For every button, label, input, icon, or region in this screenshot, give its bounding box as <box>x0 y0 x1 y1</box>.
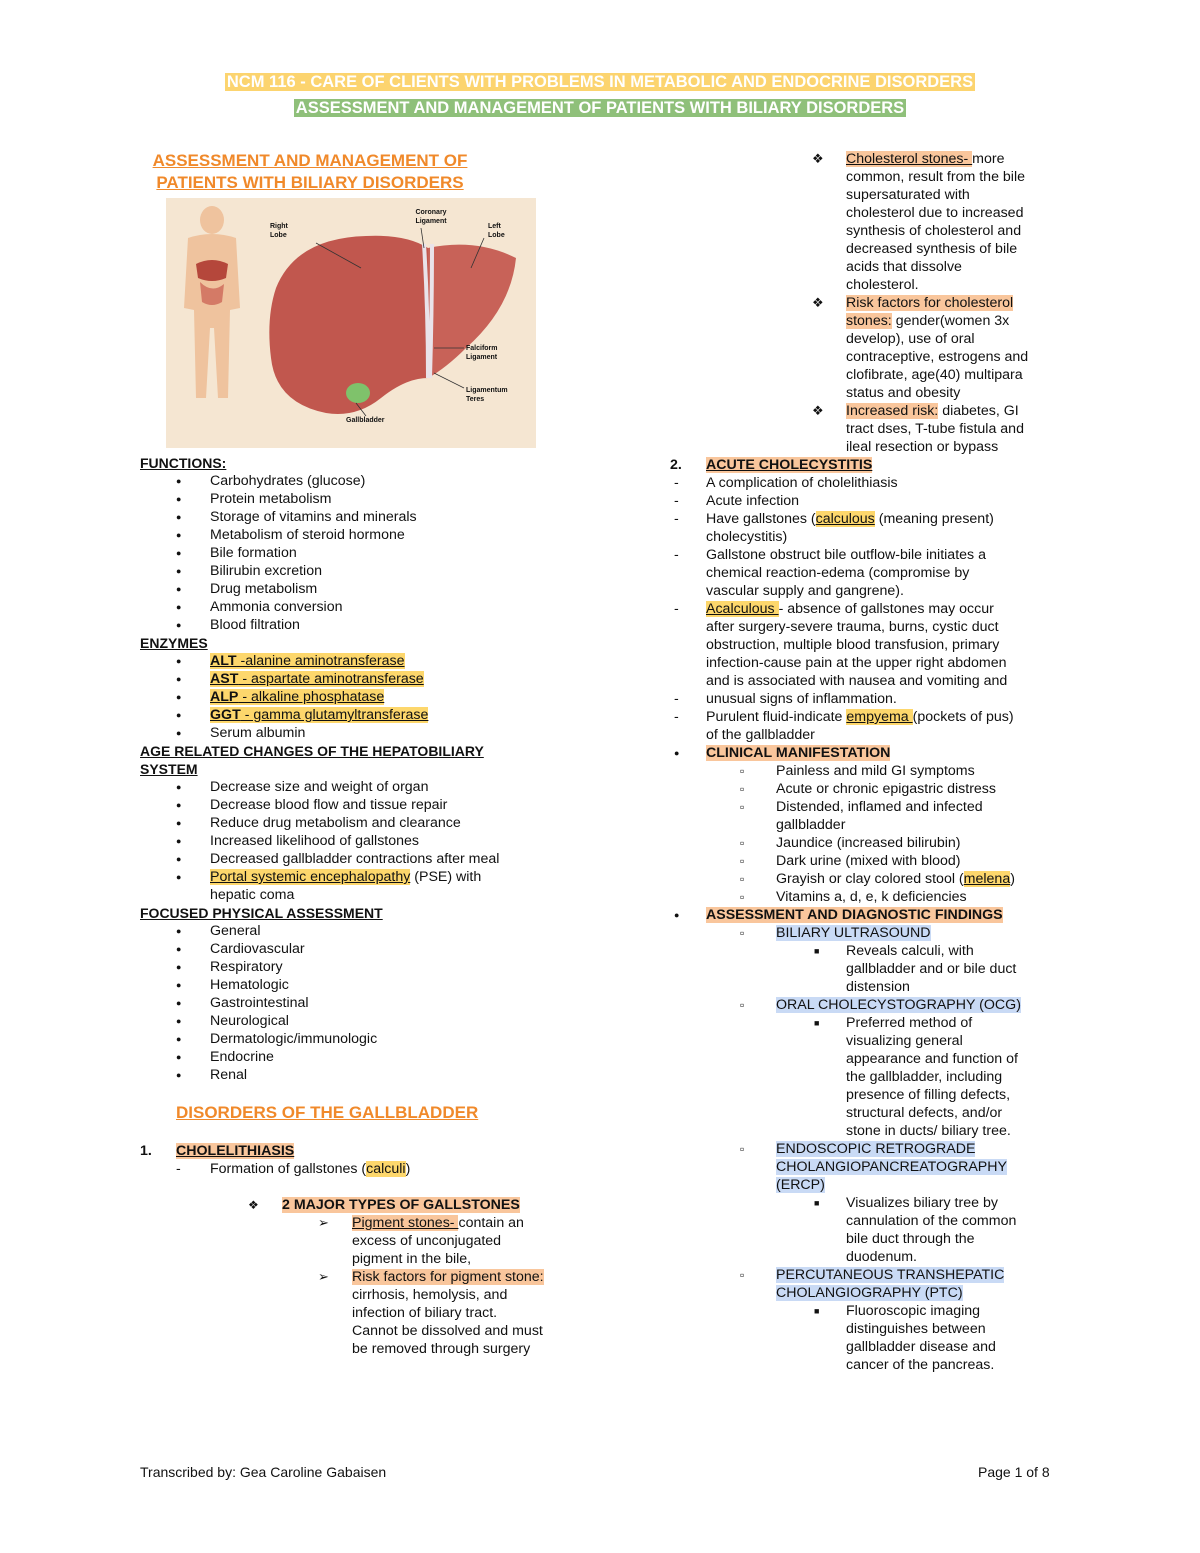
list-item: ● Endocrine <box>140 1048 570 1066</box>
list-item: ● Gastrointestinal <box>140 994 570 1012</box>
left-column <box>140 150 570 1358</box>
list-item: ● Hematologic <box>140 976 570 994</box>
assessment-heading: ● ASSESSMENT AND DIAGNOSTIC FINDINGS <box>670 906 1060 924</box>
label-gallbladder: Gallbladder <box>346 417 385 424</box>
label-right-lobe: Right Lobe <box>270 223 288 239</box>
list-item: ● General <box>140 922 570 940</box>
list-item: ● Reduce drug metabolism and clearance <box>140 814 570 832</box>
list-item: ● Decreased gallbladder contractions after meal <box>140 850 570 868</box>
gallstone-types-list <box>140 1214 570 1358</box>
list-item: ● Dermatologic/immunologic <box>140 1030 570 1048</box>
list-item: ● Drug metabolism <box>140 580 570 598</box>
right-column <box>670 150 1060 1374</box>
list-item: - unusual signs of inflammation. <box>670 690 1060 708</box>
list-item: ● ALP - alkaline phosphatase <box>140 688 570 706</box>
label-left-lobe: Left Lobe <box>488 223 505 239</box>
age-changes-list <box>140 778 570 904</box>
course-title: NCM 116 - CARE OF CLIENTS WITH PROBLEMS IN METABOLIC AND ENDOCRINE DISORDERS <box>226 73 974 91</box>
list-item: - Acute infection <box>670 492 1060 510</box>
list-item: ● Serum albumin <box>140 724 570 742</box>
list-item: ● Neurological <box>140 1012 570 1030</box>
functions-list <box>140 472 570 634</box>
label-coronary: Coronary Ligament <box>415 209 447 225</box>
ptc-detail: ■ Fluoroscopic imaging distinguishes between gallbladder disease and cancer of the pancreas. <box>670 1302 1060 1374</box>
list-item: ● Ammonia conversion <box>140 598 570 616</box>
list-item: ❖ Cholesterol stones- more common, result from the bile supersaturated with cholesterol due to increased synthesis of cholesterol and decreased synthesis of bile acids that dissolve cholesterol. <box>670 150 1060 294</box>
list-item: ● Protein metabolism <box>140 490 570 508</box>
functions-heading: FUNCTIONS: <box>140 455 227 471</box>
list-item: ● AST - aspartate aminotransferase <box>140 670 570 688</box>
list-item: ● GGT - gamma glutamyltransferase <box>140 706 570 724</box>
gallstone-types-heading: ❖ 2 MAJOR TYPES OF GALLSTONES <box>248 1197 520 1213</box>
list-item: ● Bilirubin excretion <box>140 562 570 580</box>
list-item: - Gallstone obstruct bile outflow-bile initiates a chemical reaction-edema (compromise by vascular supply and gangrene). <box>670 546 1060 600</box>
list-item: ● ALT -alanine aminotransferase <box>140 652 570 670</box>
list-item: ▫ Acute or chronic epigastric distress <box>670 780 1060 798</box>
ocg-heading: ▫ ORAL CHOLECYSTOGRAPHY (OCG) <box>670 996 1060 1014</box>
cholelithiasis-heading: 1. CHOLELITHIASIS <box>140 1143 295 1159</box>
list-item: ● Decrease size and weight of organ <box>140 778 570 796</box>
list-item: - A complication of cholelithiasis <box>670 474 1060 492</box>
list-item: ● Increased likelihood of gallstones <box>140 832 570 850</box>
list-item: ● Bile formation <box>140 544 570 562</box>
clinical-heading: ● CLINICAL MANIFESTATION <box>670 744 1060 762</box>
list-item: ▫ Distended, inflamed and infected gallbladder <box>670 798 1060 834</box>
list-item: ● Storage of vitamins and minerals <box>140 508 570 526</box>
list-item: - Purulent fluid-indicate empyema (pockets of pus) of the gallbladder <box>670 708 1060 744</box>
list-item: - Acalculous - absence of gallstones may occur after surgery-severe trauma, burns, cystic duct obstruction, multiple blood transfusion, primary infection-cause pain at the upper right abdomen and is associated with nausea and vomiting and <box>670 600 1060 690</box>
label-falciform: Falciform Ligament <box>466 345 498 361</box>
acute-cholecystitis-list <box>670 474 1060 744</box>
list-item: ❖ Risk factors for cholesterol stones: gender(women 3x develop), use of oral contraceptive, estrogens and clofibrate, age(40) multipara status and obesity <box>670 294 1060 402</box>
enzymes-heading: ENZYMES <box>140 635 208 651</box>
cholelithiasis-list <box>140 1160 570 1178</box>
ercp-detail: ■ Visualizes biliary tree by cannulation of the common bile duct through the duodenum. <box>670 1194 1060 1266</box>
footer-transcriber: Transcribed by: Gea Caroline Gabaisen <box>140 1464 387 1480</box>
list-item: ● Blood filtration <box>140 616 570 634</box>
list-item: ➢ Pigment stones- contain an excess of unconjugated pigment in the bile, <box>140 1214 570 1268</box>
list-item: ● Respiratory <box>140 958 570 976</box>
list-item: ▫ Vitamins a, d, e, k deficiencies <box>670 888 1060 906</box>
list-item: ❖ Increased risk: diabetes, GI tract dses, T-tube fistula and ileal resection or bypass <box>670 402 1060 456</box>
ultrasound-heading: ▫ BILIARY ULTRASOUND <box>670 924 1060 942</box>
list-item: ● Decrease blood flow and tissue repair <box>140 796 570 814</box>
list-item: ● Portal systemic encephalopathy (PSE) with hepatic coma <box>140 868 570 904</box>
list-item: ➢ Risk factors for pigment stone: cirrhosis, hemolysis, and infection of biliary tract. Cannot be dissolved and must be removed through surgery <box>140 1268 570 1358</box>
list-item: ▫ Painless and mild GI symptoms <box>670 762 1060 780</box>
liver-illustration <box>166 198 536 448</box>
list-item: - Formation of gallstones (calculi) <box>140 1160 570 1178</box>
acute-cholecystitis-heading: 2. ACUTE CHOLECYSTITIS <box>670 457 873 473</box>
ptc-heading: ▫ PERCUTANEOUS TRANSHEPATIC CHOLANGIOGRAPHY (PTC) <box>670 1266 1060 1302</box>
section-title: ASSESSMENT AND MANAGEMENT OF PATIENTS WITH BILIARY DISORDERS <box>152 151 468 192</box>
ultrasound-detail: ■ Reveals calculi, with gallbladder and or bile duct distension <box>670 942 1060 996</box>
clinical-list <box>670 762 1060 906</box>
enzymes-list <box>140 652 570 742</box>
topic-title: ASSESSMENT AND MANAGEMENT OF PATIENTS WITH BILIARY DISORDERS <box>295 99 905 117</box>
ocg-detail: ■ Preferred method of visualizing general appearance and function of the gallbladder, including presence of filling defects, structural defects, and/or stone in ducts/ biliary tree. <box>670 1014 1060 1140</box>
focused-heading: FOCUSED PHYSICAL ASSESSMENT <box>140 905 383 921</box>
list-item: ● Cardiovascular <box>140 940 570 958</box>
age-heading: AGE RELATED CHANGES OF THE HEPATOBILIARY SYSTEM <box>140 743 484 777</box>
gallbladder-shape <box>346 383 370 403</box>
list-item: - Have gallstones (calculous (meaning present) cholecystitis) <box>670 510 1060 546</box>
cholesterol-stones-list <box>670 150 1060 456</box>
disorders-title: DISORDERS OF THE GALLBLADDER <box>176 1103 479 1122</box>
list-item: ● Carbohydrates (glucose) <box>140 472 570 490</box>
list-item: ▫ Grayish or clay colored stool (melena) <box>670 870 1060 888</box>
focused-list <box>140 922 570 1084</box>
liver-anatomy-figure <box>166 198 536 448</box>
label-teres: Ligamentum Teres <box>466 387 508 403</box>
list-item: ● Renal <box>140 1066 570 1084</box>
ercp-heading: ▫ ENDOSCOPIC RETROGRADE CHOLANGIOPANCREATOGRAPHY (ERCP) <box>670 1140 1060 1194</box>
list-item: ▫ Dark urine (mixed with blood) <box>670 852 1060 870</box>
footer-page-number: Page 1 of 8 <box>978 1464 1050 1480</box>
list-item: ● Metabolism of steroid hormone <box>140 526 570 544</box>
list-item: ▫ Jaundice (increased bilirubin) <box>670 834 1060 852</box>
